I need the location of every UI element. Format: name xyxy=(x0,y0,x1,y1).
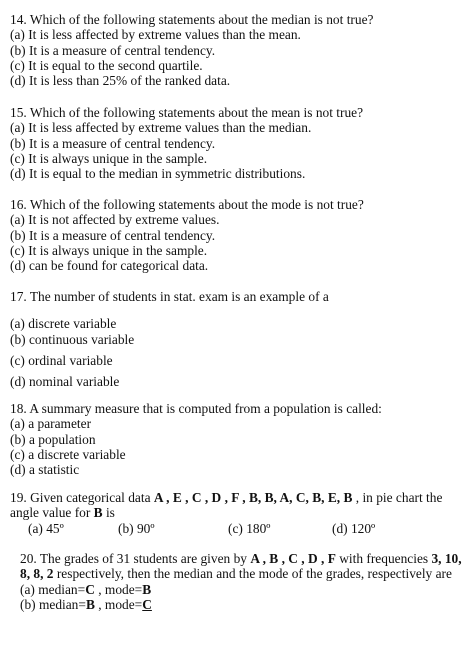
option-b: (b) It is a measure of central tendency. xyxy=(10,227,216,243)
target-category: B xyxy=(93,505,103,521)
option-d: (d) It is less than 25% of the ranked data. xyxy=(10,73,231,89)
question-14 xyxy=(10,12,468,88)
stem-text: 19. Given categorical data xyxy=(10,490,154,505)
question-18 xyxy=(10,401,468,477)
question-stem xyxy=(10,490,468,521)
option-c: (c) 180º xyxy=(228,520,271,536)
option-text: (b) median= xyxy=(20,596,86,612)
options-row xyxy=(10,521,468,536)
option-b: (b) 90º xyxy=(118,520,155,536)
stem-text: with frequencies xyxy=(335,551,432,566)
stem-text: is xyxy=(102,505,115,521)
question-20 xyxy=(20,551,468,612)
option-a: (a) discrete variable xyxy=(10,316,117,332)
option-a: (a) It is less affected by extreme values than the mean. xyxy=(10,27,301,43)
question-stem: 17. The number of students in stat. exam is an example of a xyxy=(10,289,329,304)
option-a: (a) 45º xyxy=(28,520,64,536)
option-d: (d) nominal variable xyxy=(10,374,120,390)
option-d: (d) a statistic xyxy=(10,462,80,478)
option-a: (a) a parameter xyxy=(10,416,92,432)
option-text: , mode= xyxy=(94,581,143,597)
question-stem: 15. Which of the following statements about the mean is not true? xyxy=(10,105,364,120)
stem-text: , in pie chart the angle value for xyxy=(10,490,443,521)
stem-text: respectively, then the median and the mode of the grades, respectively are xyxy=(53,566,452,582)
option-text: , mode= xyxy=(94,596,143,612)
option-d: (d) 120º xyxy=(332,520,376,536)
question-stem xyxy=(20,551,468,582)
option-a: (a) It is not affected by extreme values. xyxy=(10,212,220,228)
option-a: (a) It is less affected by extreme values than the median. xyxy=(10,120,312,136)
mode-value: B xyxy=(142,581,152,597)
option-b: (b) It is a measure of central tendency. xyxy=(10,135,216,151)
option-b: (b) a population xyxy=(10,431,96,447)
option-c: (c) It is always unique in the sample. xyxy=(10,242,208,258)
categorical-data: A , E , C , D , F , B, B, A, C, B, E, B xyxy=(153,490,353,505)
option-a xyxy=(20,582,468,597)
median-value: B xyxy=(85,596,95,612)
option-text: (a) median= xyxy=(20,581,86,597)
question-15 xyxy=(10,105,468,181)
question-stem: 18. A summary measure that is computed from a population is called: xyxy=(10,401,382,416)
median-value: C xyxy=(85,581,95,597)
option-b: (b) continuous variable xyxy=(10,331,135,347)
question-17 xyxy=(10,289,468,389)
option-c: (c) ordinal variable xyxy=(10,352,113,368)
frequencies-list: 3, 10, 8, 8, 2 xyxy=(20,551,462,582)
option-c: (c) a discrete variable xyxy=(10,446,126,462)
option-d: (d) can be found for categorical data. xyxy=(10,258,209,274)
option-b xyxy=(20,597,468,612)
mode-value: C xyxy=(142,596,152,612)
question-stem: 14. Which of the following statements about the median is not true? xyxy=(10,12,374,27)
stem-text: 20. The grades of 31 students are given by xyxy=(20,551,251,566)
option-c: (c) It is always unique in the sample. xyxy=(10,150,208,166)
option-b: (b) It is a measure of central tendency. xyxy=(10,42,216,58)
option-d: (d) It is equal to the median in symmetric distributions. xyxy=(10,166,306,182)
question-16 xyxy=(10,197,468,273)
grades-list: A , B , C , D , F xyxy=(250,551,336,566)
question-stem: 16. Which of the following statements about the mode is not true? xyxy=(10,197,364,212)
option-c: (c) It is equal to the second quartile. xyxy=(10,57,203,73)
question-19 xyxy=(10,490,468,536)
